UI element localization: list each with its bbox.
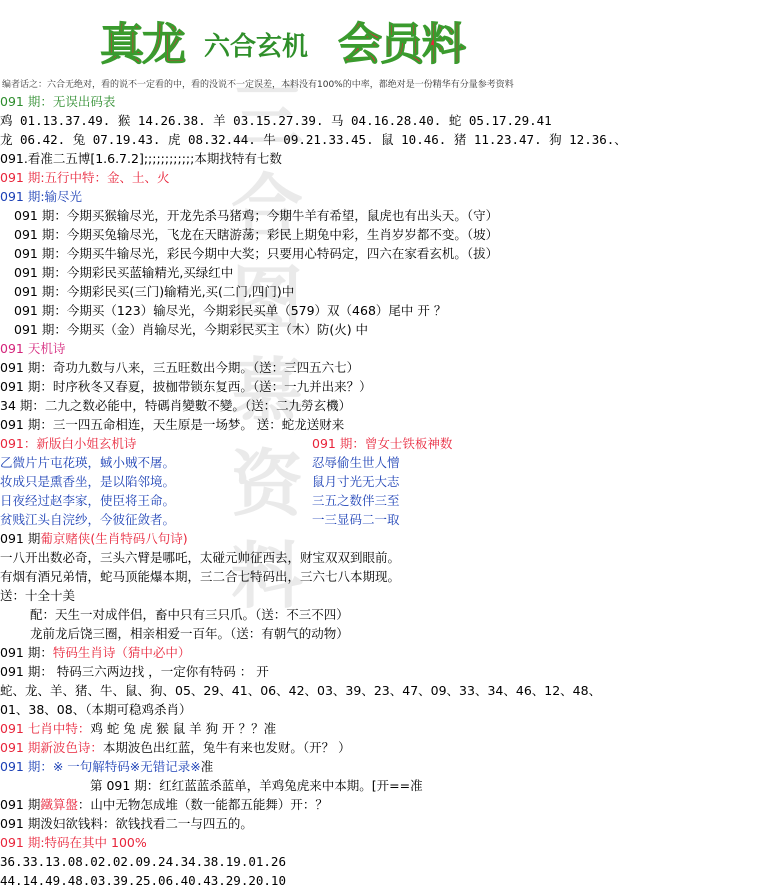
wave-color-prefix: 091 期新波色诗： <box>0 740 103 755</box>
header-title-part1: 真龙 <box>100 19 184 70</box>
watermark-char: 慕 <box>230 349 303 434</box>
zodiac-poem-line: 091 期： 特码三六两边找 ，一定你有特码 ： 开 <box>0 664 269 679</box>
white-lady-title: 091：新版白小姐玄机诗 <box>0 436 137 451</box>
shrew-line: 091 期泼妇欲钱料：欲钱找看二一与四五的。 <box>0 816 253 831</box>
number-table-row: 鸡 01.13.37.49. 猴 14.26.38. 羊 03.15.27.39. 马 04.16.28.40. 蛇 05.17.29.41 <box>0 113 552 128</box>
header-banner <box>100 8 520 70</box>
lose-all-line: 091 期：今期买牛输尽光，彩民今期中大奖；只要用心特码定，四六在家看玄机。（拔） <box>14 246 499 261</box>
seven-zodiac-line <box>0 719 775 738</box>
watermark-char: 资 <box>230 441 303 526</box>
abacus-line <box>0 795 775 814</box>
editor-note: 编者话之：六合无绝对，看的说不一定看的中，看的没说不一定误差，本料没有100%的中率，都绝对是一份精华有分量参考资料 <box>2 80 514 90</box>
one-line-text: 第 091 期：红红蓝蓝杀蓝单，羊鸡兔虎来中本期。[开==准 <box>90 778 423 793</box>
zodiac-poem-line: 蛇、龙、羊、猪、牛、鼠、狗、05、29、41、06、42、03、39、23、47、09、33、34、46、12、48、 <box>0 683 602 698</box>
zodiac-poem-title-text: 特码生肖诗（猜中必中） <box>52 645 191 660</box>
number-table-row: 091.看准二五博[1.6.7.2];;;;;;;;;;;;本期找特有七数 <box>0 151 282 166</box>
heaven-poem-line: 091 期：时序秋冬又春夏，披枷带锁东复西。（送：一九并出来？） <box>0 379 372 394</box>
lose-all-line: 091 期：今期彩民买(三门)输精光,买(二门,四门)中 <box>14 284 295 299</box>
watermark-char: 料 <box>230 533 303 618</box>
dual-poem-row <box>0 510 775 529</box>
zodiac-poem-line: 01、38、08、（本期可稳鸡杀肖） <box>0 702 192 717</box>
dual-poem-row <box>0 472 775 491</box>
dual-poem-row <box>0 453 775 472</box>
header-title-part3: 会员料 <box>338 19 464 70</box>
gambler-poem-title-text: 葡京赌侠(生肖特码八句诗) <box>40 531 188 546</box>
lose-all-line: 091 期：今期买兔输尽光，飞龙在天瞎游荡；彩民上期兔中彩，生肖岁岁都不变。（坡） <box>14 227 499 242</box>
watermark-char: 合 <box>230 165 303 250</box>
watermark-char: 三 <box>230 73 303 158</box>
heaven-poem-title: 091 天机诗 <box>0 341 66 356</box>
iron-board-line: 鼠月寸光无大志 <box>312 474 400 489</box>
heaven-poem-line: 34 期：二九之数必能中，特碼肖變數不變。（送：二九勞玄機） <box>0 398 352 413</box>
lose-all-line: 091 期：今期彩民买蓝输精光,买绿红中 <box>14 265 234 280</box>
iron-board-title: 091 期：曾女士铁板神数 <box>312 436 453 451</box>
abacus-text: ：山中无物怎成堆（数一能都五能舞）开：？ <box>77 797 328 812</box>
main-content <box>0 78 775 890</box>
iron-board-line: 三五之数伴三至 <box>312 493 400 508</box>
zodiac-poem-title <box>0 643 775 662</box>
lose-all-line: 091 期：今期买（123）输尽光，今期彩民买单（579）双（468）尾中 开 ？ <box>14 303 447 318</box>
seven-zodiac-prefix: 091 七肖中特： <box>0 721 91 736</box>
abacus-label: 鐵算盤 <box>40 797 78 812</box>
white-lady-line: 乙微片片屯花瑛，蜮小贼不屠。 <box>0 455 176 470</box>
lose-all-title: 091 期:输尽光 <box>0 189 83 204</box>
special-code-row: 36.33.13.08.02.02.09.24.34.38.19.01.26 <box>0 854 286 869</box>
gambler-poem-line: 送：十全十美 <box>0 588 76 603</box>
heaven-poem-line: 091 期：奇功九数与八来，三五旺数出今期。（送：三四五六七） <box>0 360 360 375</box>
iron-board-line: 忍辱偷生世人憎 <box>312 455 400 470</box>
zodiac-poem-title-prefix: 091 期： <box>0 645 53 660</box>
heaven-poem-line: 091 期：三一四五命相连，天生原是一场梦。 送：蛇龙送财来 <box>0 417 345 432</box>
special-code-title: 091 期:特码在其中 100% <box>0 835 147 850</box>
special-code-row: 44.14.49.48.03.39.25.06.40.43.29.20.10 <box>0 873 286 888</box>
lose-all-line: 091 期：今期买（金）肖输尽光，今期彩民买主（木）防(火) 中 <box>14 322 369 337</box>
gambler-poem-line: 一八开出数必奇，三头六臂是哪吒，太碰元帅征西去，财宝双双到眼前。 <box>0 550 401 565</box>
wave-color-line <box>0 738 775 757</box>
wave-color-text: 本期波色出红蓝，兔牛有来也发财。（开？ ） <box>102 740 351 755</box>
lose-all-line: 091 期：今期买猴输尽光，开龙先杀马猪鸡；今期牛羊有希望，鼠虎也有出头天。（守） <box>14 208 499 223</box>
white-lady-line: 贫贱江头自浣纱，今彼征敛者。 <box>0 512 176 527</box>
watermark-char: 图 <box>230 257 303 342</box>
dual-poem-block <box>0 434 775 453</box>
gambler-poem-title-prefix: 091 期 <box>0 531 41 546</box>
one-line-suffix: 准 <box>200 759 214 774</box>
gambler-poem-sub: 龙前龙后饶三圈，相亲相爱一百年。（送：有朝气的动物） <box>30 626 349 641</box>
header-title-part2: 六合玄机 <box>204 32 309 62</box>
abacus-prefix: 091 期 <box>0 797 41 812</box>
gambler-poem-sub: 配：天生一对成伴侣，畜中只有三只爪。（送：不三不四） <box>30 607 349 622</box>
number-table-row: 龙 06.42. 兔 07.19.43. 虎 08.32.44. 牛 09.21.33.45. 鼠 10.46. 猪 11.23.47. 狗 12.36.、 <box>0 132 627 147</box>
five-elements-title: 091 期:五行中特：金、土、火 <box>0 170 170 185</box>
dual-poem-row <box>0 491 775 510</box>
gambler-poem-title <box>0 529 775 548</box>
gambler-poem-line: 有烟有酒兄弟情，蛇马顶能爆本期，三二合七特码出，三六七八本期现。 <box>0 569 401 584</box>
one-line-title <box>0 757 775 776</box>
seven-zodiac-text: 鸡 蛇 兔 虎 猴 鼠 羊 狗 开 ？？准 <box>90 721 277 736</box>
iron-board-line: 一三显码二一取 <box>312 512 400 527</box>
white-lady-line: 日夜经过赵李家，使臣将王命。 <box>0 493 176 508</box>
one-line-prefix: 091 期：※ 一句解特码※无错记录※ <box>0 759 201 774</box>
number-table-title: 091 期：无误出码表 <box>0 94 116 109</box>
white-lady-line: 妆成只是熏香坐，是以陷邻境。 <box>0 474 176 489</box>
